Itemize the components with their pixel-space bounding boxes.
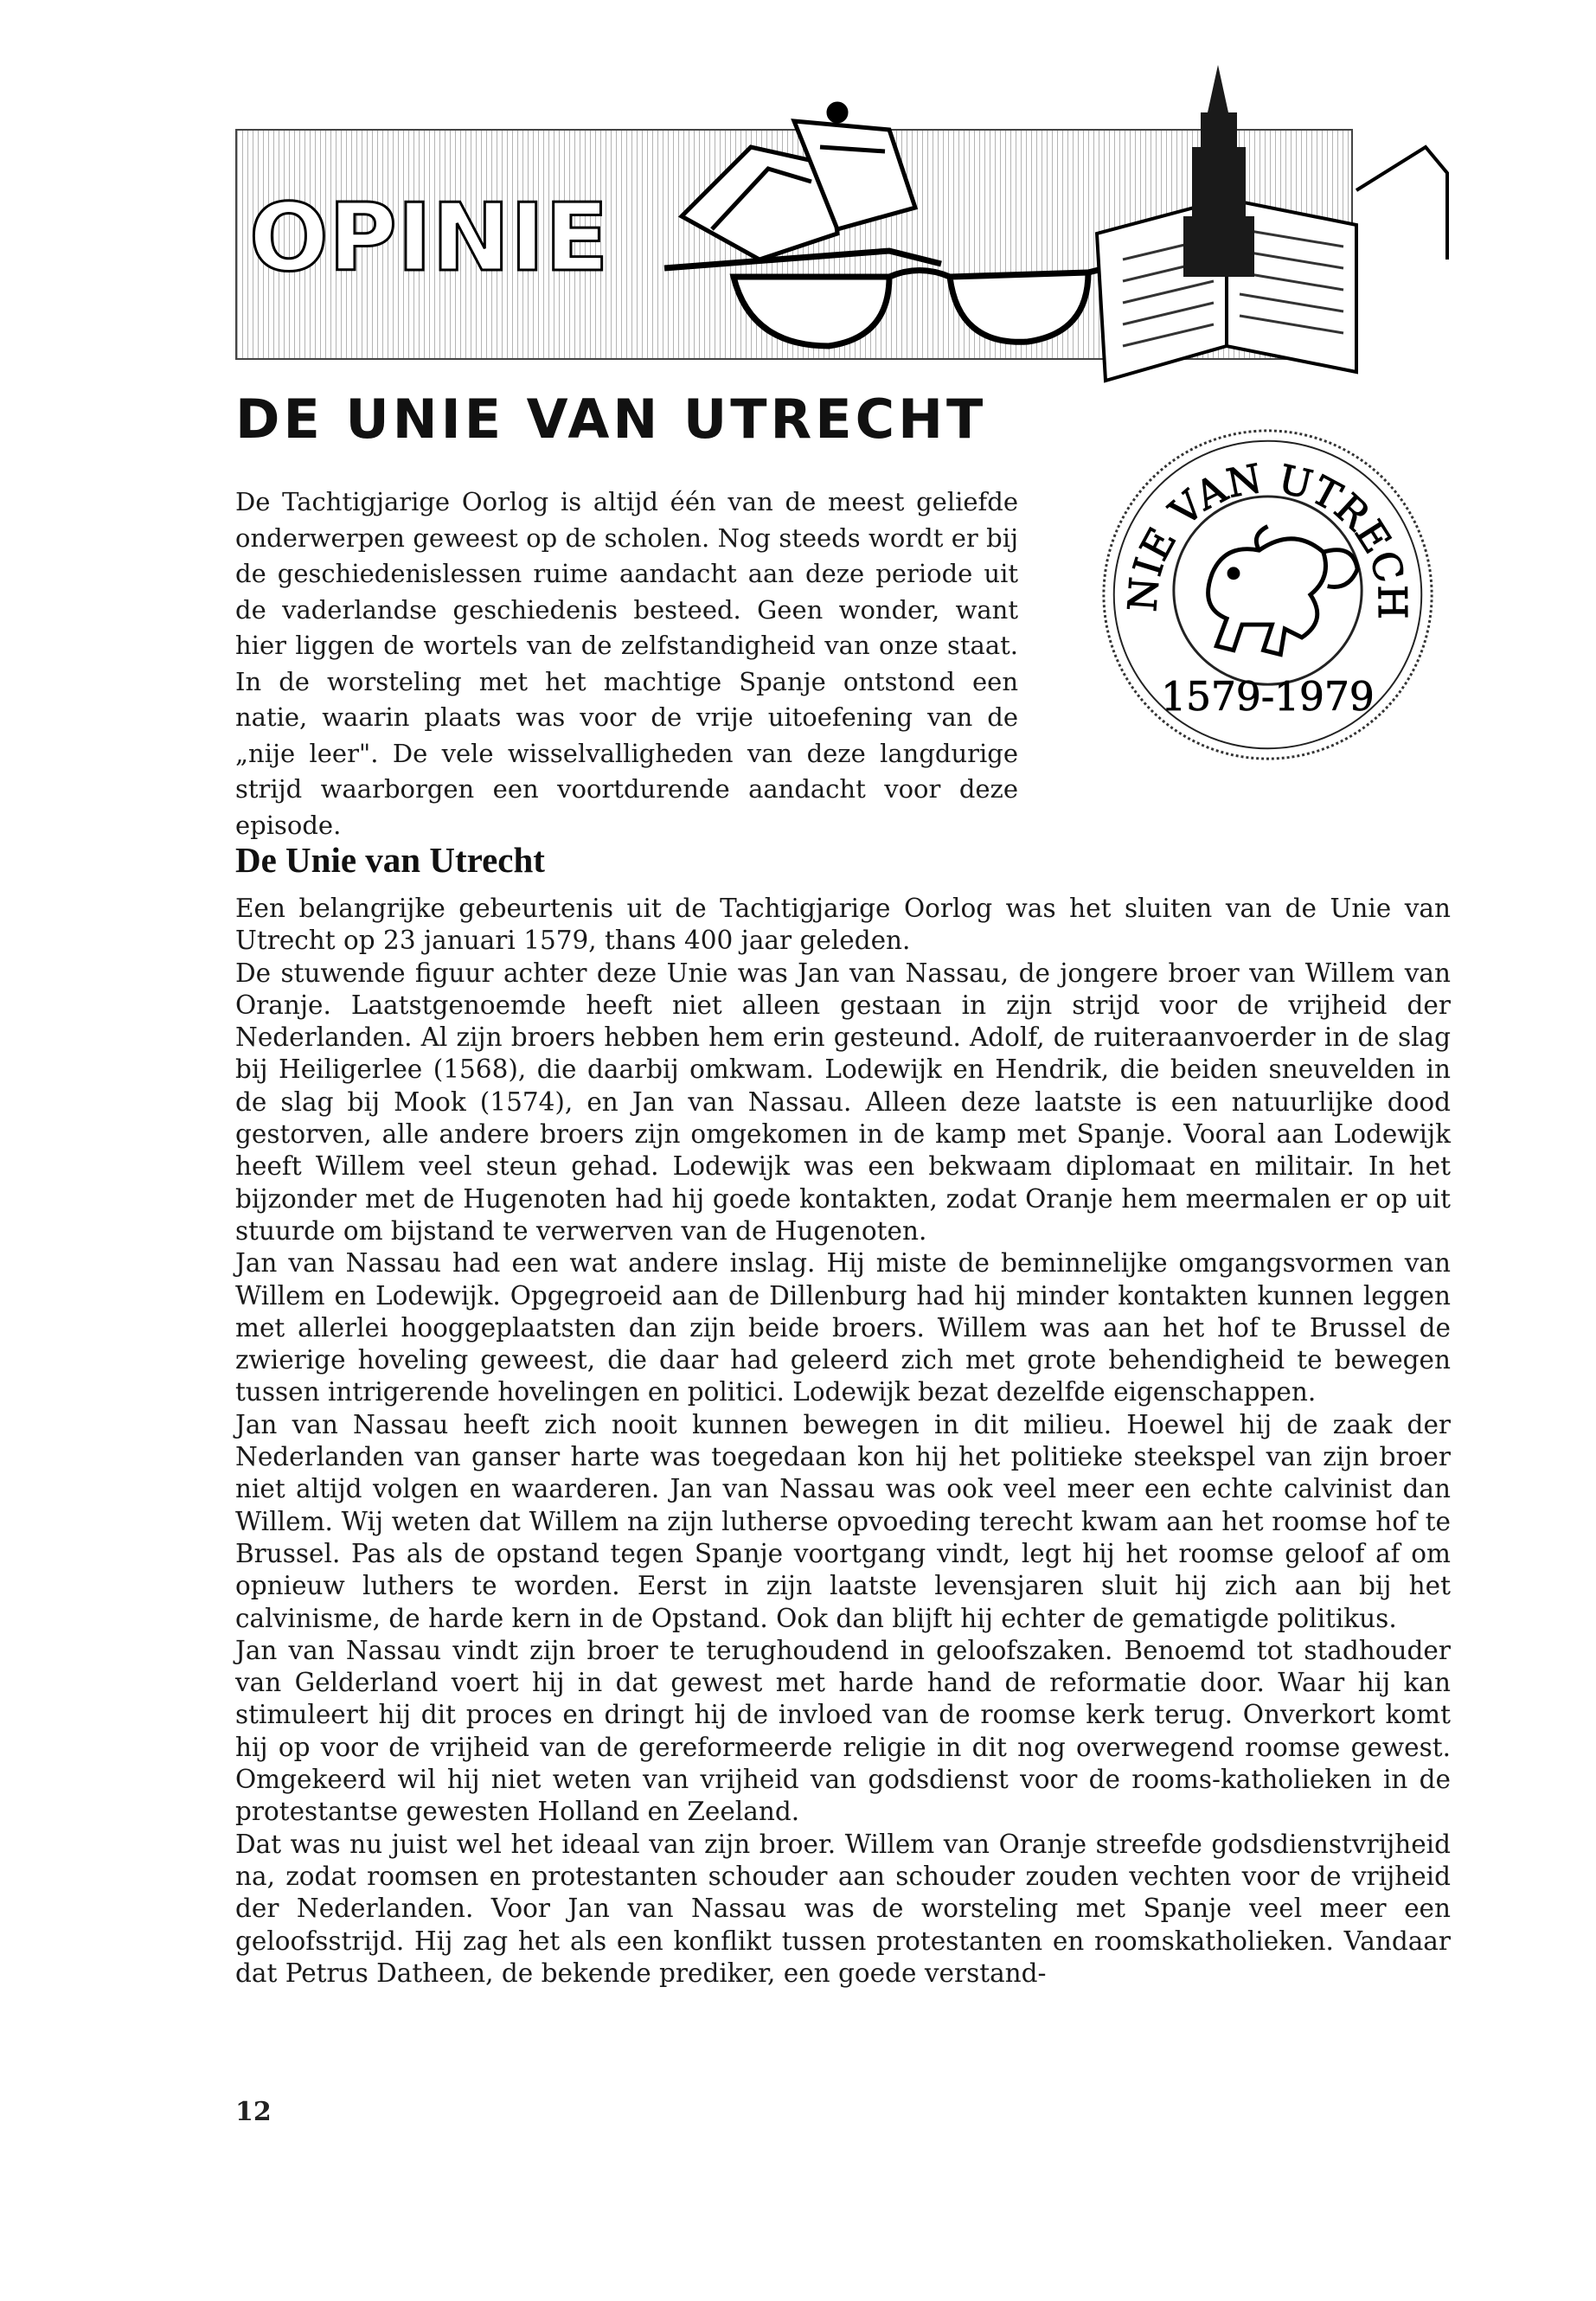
body-paragraph: Dat was nu juist wel het ideaal van zijn broer. Willem van Oranje streefde godsdienstvrijheid na, zodat roomsen en protestanten schouder aan schouder zouden vechten voor de vrijheid der Nederlanden. Voor Jan van Nassau was de worsteling met Spanje veel meer een geloofsstrijd. Hij zag het als een konflikt tussen protestanten en roomskatholieken. Vandaar dat Petrus Datheen, de bekende prediker, een goede verstand- [235, 1829, 1451, 1988]
body-paragraph: Jan van Nassau had een wat andere inslag. Hij miste de beminnelijke omgangsvormen van Willem en Lodewijk. Opgegroeid aan de Dillenburg had hij minder kontakten kunnen leggen met allerlei hooggeplaatsten dan zijn beide broers. Willem was aan het hof te Brussel de zwierige hoveling geweest, die daar had geleerd zich met grote behendigheid te bewegen tussen intrigerende hovelingen en politici. Lodewijk bezat dezelfde eigenschappen. [235, 1248, 1451, 1407]
body-paragraph: Jan van Nassau vindt zijn broer te terughoudend in geloofszaken. Benoemd tot stadhouder van Gelderland voert hij in dat gewest met harde hand de reformatie door. Waar hij kan stimuleert hij dit proces en dringt hij de invloed van de roomse kerk terug. Onverkort komt hij op voor de vrijheid van de gereformeerde religie in dit nog overwegend roomse gewest. Omgekeerd wil hij niet weten van vrijheid van godsdienst voor de rooms-katholieken in de protestantse gewesten Holland en Zeeland. [235, 1635, 1451, 1827]
article-body [235, 893, 1451, 1990]
bells-glasses-newspaper-illustration [232, 61, 1452, 407]
header-banner [232, 61, 1452, 407]
seal-text: NIE VAN UTRECH [1119, 455, 1416, 620]
intro-paragraph: De Tachtigjarige Oorlog is altijd één van de meest geliefde onderwerpen geweest op de scholen. Nog steeds wordt er bij de geschiedenislessen ruime aandacht aan deze periode uit de vaderlandse geschiedenis besteed. Geen wonder, want hier liggen de wortels van de zelfstandigheid van onze staat. In de worsteling met het machtige Spanje ontstond een natie, waarin plaats was voor de vrije uitoefening van de „nije leer". De vele wisselvalligheden van deze langdurige strijd waarborgen een voortdurende aandacht voor deze episode. [235, 487, 1018, 840]
page-number: 12 [235, 2097, 272, 2127]
lion-seal-icon [1097, 424, 1439, 766]
body-paragraph: Een belangrijke gebeurtenis uit de Tachtigjarige Oorlog was het sluiten van de Unie van Utrecht op 23 januari 1579, thans 400 jaar geleden. [235, 894, 1451, 956]
body-paragraph: De stuwende figuur achter deze Unie was Jan van Nassau, de jongere broer van Willem van Oranje. Laatstgenoemde heeft niet alleen gestaan in zijn strijd voor de vrijheid der Nederlanden. Al zijn broers hebben hem erin gesteund. Adolf, de ruiteraanvoerder in de slag bij Heiligerlee (1568), die daarbij omkwam. Lodewijk en Hendrik, die beiden sneuvelden in de slag bij Mook (1574), en Jan van Nassau. Alleen deze laatste is een natuurlijke dood gestorven, alle andere broers zijn omgekomen in de kamp met Spanje. Vooral aan Lodewijk heeft Willem veel steun gehad. Lodewijk was een bekwaam diplomaat en militair. In het bijzonder met de Hugenoten had hij goede kontakten, zodat Oranje hem meermalen er op uit stuurde om bijstand te verwerven van de Hugenoten. [235, 958, 1451, 1246]
commemorative-seal [1097, 424, 1439, 766]
cathedral-tower-icon [1183, 65, 1254, 277]
article-title: DE UNIE VAN UTRECHT [235, 388, 987, 451]
seal-years: 1579-1979 [1161, 673, 1375, 720]
section-heading: De Unie van Utrecht [235, 840, 545, 880]
body-paragraph: Jan van Nassau heeft zich nooit kunnen bewegen in dit milieu. Hoewel hij de zaak der Nederlanden van ganser harte was toegedaan kon hij het politieke steekspel van zijn broer niet altijd volgen en waarderen. Jan van Nassau was ook veel meer een echte calvinist dan Willem. Wij weten dat Willem na zijn lutherse opvoeding terecht kwam aan het roomse hof te Brussel. Pas als de opstand tegen Spanje voortgang vindt, legt hij het roomse geloof af om opnieuw luthers te worden. Eerst in zijn laatste levensjaren sluit hij zich aan bij het calvinisme, de harde kern in de Opstand. Ook dan blijft hij echter de gematigde politikus. [235, 1409, 1451, 1633]
banner-label: OPINIE [249, 184, 609, 292]
